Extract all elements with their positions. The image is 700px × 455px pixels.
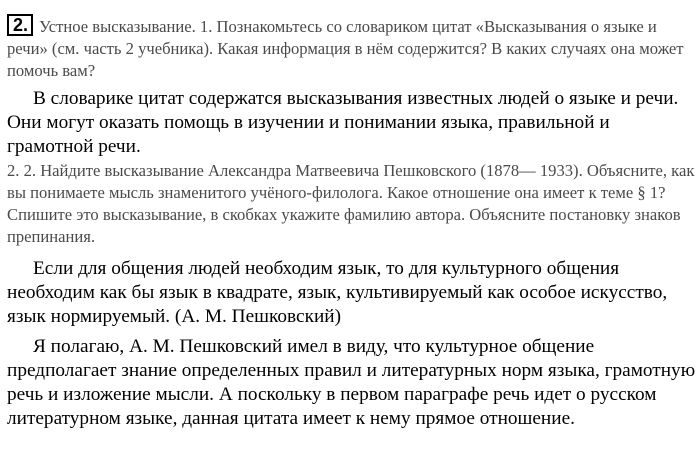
answer-3-text: Я полагаю, А. М. Пешковский имел в виду, что культурное общение предполагает знание определенных правил и литературных норм языка, грамотную речь и изложение мысли. А поскольку в первом параграфе речь идет о русском литературном языке, данная цитата имеет к нему прямое отношение. [7,336,696,429]
task-1-title: Устное высказывание. [39,17,196,36]
answer-1-text: В словарике цитат содержатся высказывания известных людей о языке и речи. Они могут оказать помощь в изучении и понимании языка, правильной и грамотной речи. [7,88,679,157]
task-1-text: 1. Познакомьтесь со словариком цитат «Высказывания о языке и речи» (см. часть 2 учебника). Какая информация в нём содержится? В каких случаях она может помочь вам? [7,17,684,80]
task-number-badge: 2. [7,14,33,36]
task-1-paragraph [7,14,695,82]
answer-1 [7,87,697,159]
task-2-text: 2. 2. Найдите высказывание Александра Матвеевича Пешковского (1878— 1933). Объясните, как вы понимаете мысль знаменитого учёного-филолога. Какое отношение она имеет к теме § 1? Спишите это высказывание, в скобках укажите фамилию автора. Объясните постановку знаков препинания. [7,161,695,246]
answer-2-quote: Если для общения людей необходим язык, то для культурного общения необходим как бы язык в квадрате, язык, культивируемый как особое искусство, язык нормируемый. (А. М. Пешковский) [7,258,668,327]
task-2 [7,160,695,248]
task-1 [7,14,695,82]
answer-2 [7,257,697,329]
answer-3 [7,335,697,431]
